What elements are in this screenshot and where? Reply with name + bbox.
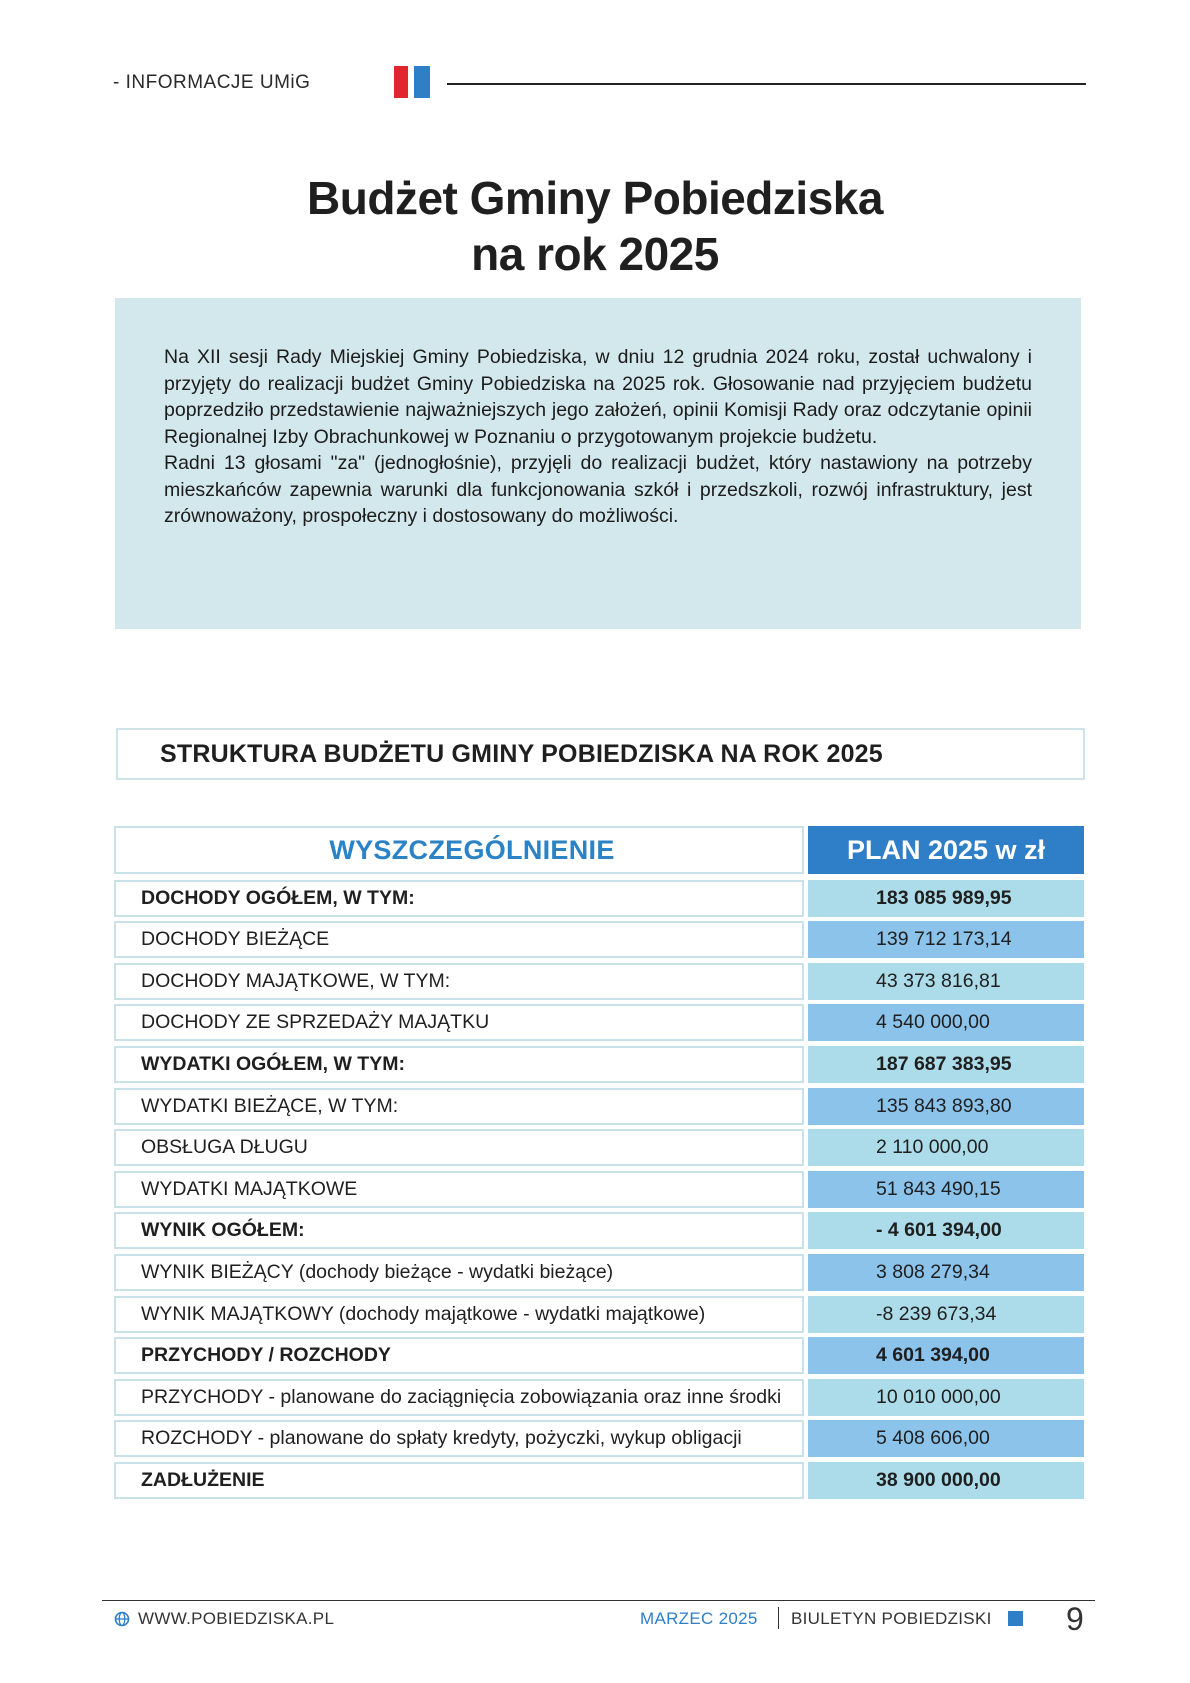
section-tag: - INFORMACJE UMiG [113, 72, 311, 93]
row-label: WYDATKI OGÓŁEM, W TYM: [114, 1046, 804, 1083]
intro-paragraph-1: Na XII sesji Rady Miejskiej Gminy Pobiedziska, w dniu 12 grudnia 2024 roku, został uchwalony i przyjęty do realizacji budżet Gminy Pobiedziska na 2025 rok. Głosowanie nad przyjęciem budżetu poprzedziło przedstawienie najważniejszych jego założeń, opinii Komisji Rady oraz odczytanie opinii Regionalnej Izby Obrachunkowej w Poznaniu o przygotowanym projekcie budżetu. [164, 346, 1032, 448]
table-row [114, 963, 1084, 1000]
row-label: WYNIK MAJĄTKOWY (dochody majątkowe - wydatki majątkowe) [114, 1296, 804, 1333]
page-number: 9 [1066, 1601, 1084, 1637]
row-label: WYNIK BIEŻĄCY (dochody bieżące - wydatki bieżące) [114, 1254, 804, 1291]
row-value: 3 808 279,34 [808, 1254, 1084, 1291]
row-value: 2 110 000,00 [808, 1129, 1084, 1166]
row-label: PRZYCHODY - planowane do zaciągnięcia zobowiązania oraz inne środki [114, 1379, 804, 1416]
row-label: WYDATKI MAJĄTKOWE [114, 1171, 804, 1208]
row-label: ROZCHODY - planowane do spłaty kredyty, pożyczki, wykup obligacji [114, 1420, 804, 1457]
row-label: WYDATKI BIEŻĄCE, W TYM: [114, 1088, 804, 1125]
table-row [114, 1004, 1084, 1041]
row-label: DOCHODY MAJĄTKOWE, W TYM: [114, 963, 804, 1000]
row-value: 187 687 383,95 [808, 1046, 1084, 1083]
page-title-line1: Budżet Gminy Pobiedziska [307, 172, 883, 224]
table-row [114, 1420, 1084, 1457]
table-header-description: WYSZCZEGÓLNIENIE [114, 826, 804, 874]
row-value: 38 900 000,00 [808, 1462, 1084, 1499]
structure-heading: STRUKTURA BUDŻETU GMINY POBIEDZISKA NA ROK 2025 [160, 740, 883, 768]
table-row [114, 921, 1084, 958]
row-label: DOCHODY BIEŻĄCE [114, 921, 804, 958]
table-row [114, 1088, 1084, 1125]
table-row [114, 1171, 1084, 1208]
page-title-line2: na rok 2025 [471, 228, 719, 280]
row-label: ZADŁUŻENIE [114, 1462, 804, 1499]
table-row [114, 1129, 1084, 1166]
table-row [114, 1462, 1084, 1499]
row-label: DOCHODY ZE SPRZEDAŻY MAJĄTKU [114, 1004, 804, 1041]
row-value: 43 373 816,81 [808, 963, 1084, 1000]
footer-separator [778, 1607, 779, 1629]
header-divider [447, 83, 1086, 85]
row-value: 4 601 394,00 [808, 1337, 1084, 1374]
page-title [0, 170, 1190, 282]
table-header-plan: PLAN 2025 w zł [808, 826, 1084, 874]
row-label: PRZYCHODY / ROZCHODY [114, 1337, 804, 1374]
row-value: 5 408 606,00 [808, 1420, 1084, 1457]
row-value: 183 085 989,95 [808, 880, 1084, 917]
table-row [114, 1296, 1084, 1333]
table-row [114, 880, 1084, 917]
row-value: 4 540 000,00 [808, 1004, 1084, 1041]
row-label: WYNIK OGÓŁEM: [114, 1212, 804, 1249]
row-value: 139 712 173,14 [808, 921, 1084, 958]
table-row [114, 1046, 1084, 1083]
row-label: DOCHODY OGÓŁEM, W TYM: [114, 880, 804, 917]
website-link[interactable]: WWW.POBIEDZISKA.PL [138, 1609, 335, 1628]
row-value: -8 239 673,34 [808, 1296, 1084, 1333]
flag-icon [394, 66, 430, 98]
row-value: 51 843 490,15 [808, 1171, 1084, 1208]
row-value: 10 010 000,00 [808, 1379, 1084, 1416]
intro-text [164, 344, 1032, 530]
row-label: OBSŁUGA DŁUGU [114, 1129, 804, 1166]
table-row [114, 1379, 1084, 1416]
row-value: 135 843 893,80 [808, 1088, 1084, 1125]
row-value: - 4 601 394,00 [808, 1212, 1084, 1249]
globe-icon [114, 1611, 130, 1627]
intro-paragraph-2: Radni 13 głosami "za" (jednogłośnie), przyjęli do realizacji budżet, który nastawiony na potrzeby mieszkańców zapewnia warunki dla funkcjonowania szkół i przedszkoli, rozwój infrastruktury, jest zrównoważony, prospołeczny i dostosowany do możliwości. [164, 452, 1032, 527]
footer-divider [102, 1600, 1095, 1601]
table-row [114, 1337, 1084, 1374]
square-icon [1008, 1611, 1023, 1626]
table-row [114, 1254, 1084, 1291]
table-row [114, 1212, 1084, 1249]
bulletin-name: BIULETYN POBIEDZISKI [791, 1609, 992, 1628]
issue-date: MARZEC 2025 [640, 1609, 758, 1628]
